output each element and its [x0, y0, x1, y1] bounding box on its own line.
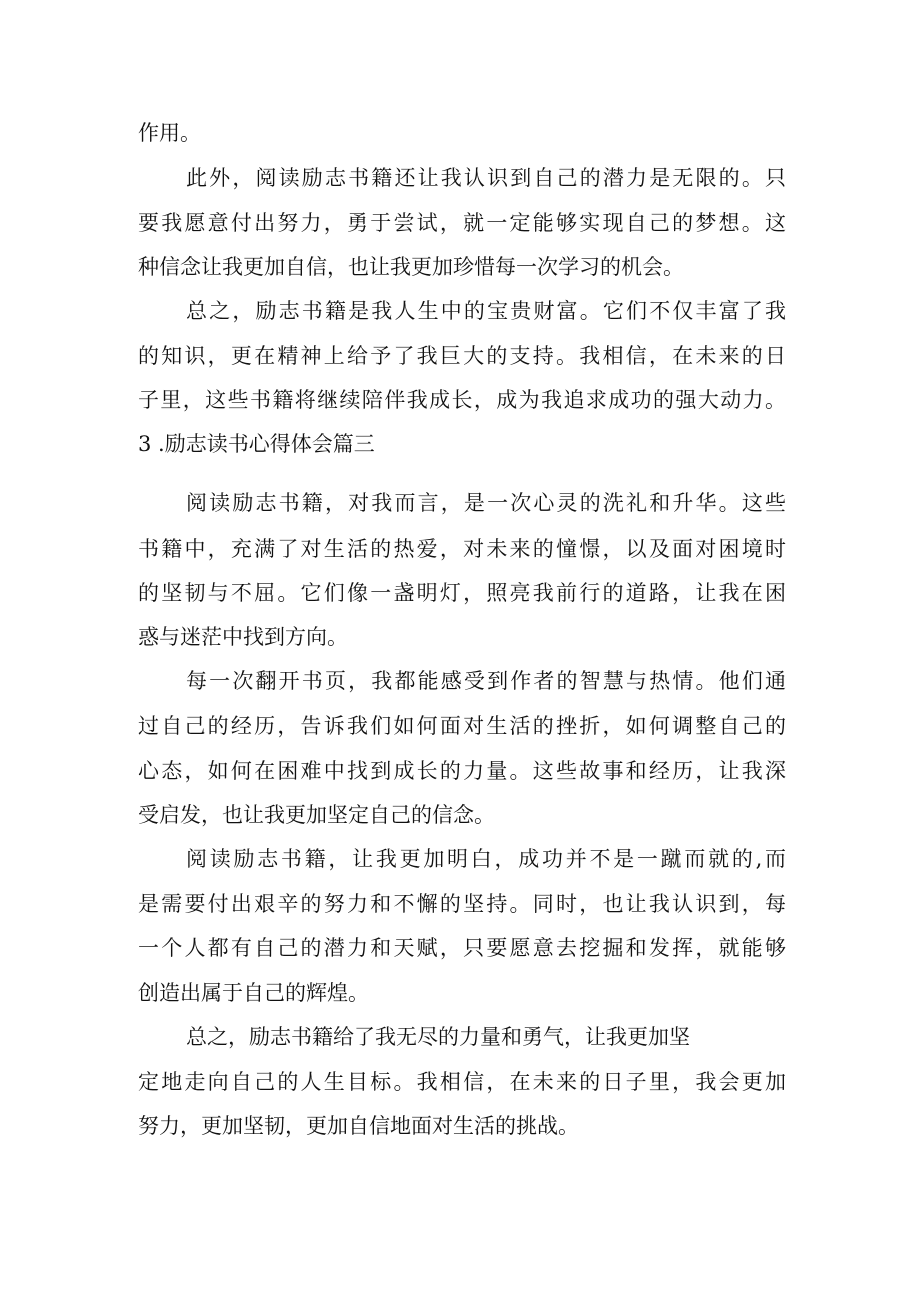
paragraph-line: 是需要付出艰辛的努力和不懈的坚持。同时，也让我认识到，每 — [138, 892, 786, 916]
paragraph-line: 要我愿意付出努力，勇于尝试，就一定能够实现自己的梦想。这 — [138, 211, 786, 235]
paragraph-line: 创造出属于自己的辉煌。 — [138, 981, 369, 1005]
paragraph-line: 每一次翻开书页，我都能感受到作者的智慧与热情。他们通 — [186, 669, 786, 693]
paragraph-line: 书籍中，充满了对生活的热爱，对未来的憧憬，以及面对困境时 — [138, 537, 786, 561]
paragraph-line: 努力，更加坚韧，更加自信地面对生活的挑战。 — [138, 1114, 579, 1138]
paragraph-line: 惑与迷茫中找到方向。 — [138, 625, 348, 649]
section-heading: 3 .励志读书心得体会篇三 — [138, 432, 375, 456]
paragraph-line: 一个人都有自己的潜力和天赋，只要愿意去挖掘和发挥，就能够 — [138, 936, 786, 960]
paragraph-line: 过自己的经历，告诉我们如何面对生活的挫折，如何调整自己的 — [138, 714, 786, 738]
paragraph-continuation: 作用。 — [138, 121, 201, 145]
paragraph-line: 种信念让我更加自信，也让我更加珍惜每一次学习的机会。 — [138, 255, 684, 279]
paragraph-line: 的坚韧与不屈。它们像一盏明灯，照亮我前行的道路，让我在困 — [138, 581, 786, 605]
paragraph-line: 子里，这些书籍将继续陪伴我成长，成为我追求成功的强大动力。 — [138, 388, 786, 412]
paragraph-line: 受启发，也让我更加坚定自己的信念。 — [138, 803, 495, 827]
paragraph-line: 的知识，更在精神上给予了我巨大的支持。我相信，在未来的日 — [138, 344, 786, 368]
paragraph-line: 总之，励志书籍给了我无尽的力量和勇气，让我更加坚 — [186, 1025, 690, 1049]
paragraph-line: 定地走向自己的人生目标。我相信，在未来的日子里，我会更加 — [138, 1070, 786, 1094]
paragraph-line: 总之，励志书籍是我人生中的宝贵财富。它们不仅丰富了我 — [186, 299, 786, 323]
paragraph-line: 阅读励志书籍，让我更加明白，成功并不是一蹴而就的,而 — [186, 847, 786, 871]
paragraph-line: 阅读励志书籍，对我而言，是一次心灵的洗礼和升华。这些 — [186, 491, 786, 515]
paragraph-line: 此外，阅读励志书籍还让我认识到自己的潜力是无限的。只 — [186, 166, 786, 190]
paragraph-line: 心态，如何在困难中找到成长的力量。这些故事和经历，让我深 — [138, 759, 786, 783]
